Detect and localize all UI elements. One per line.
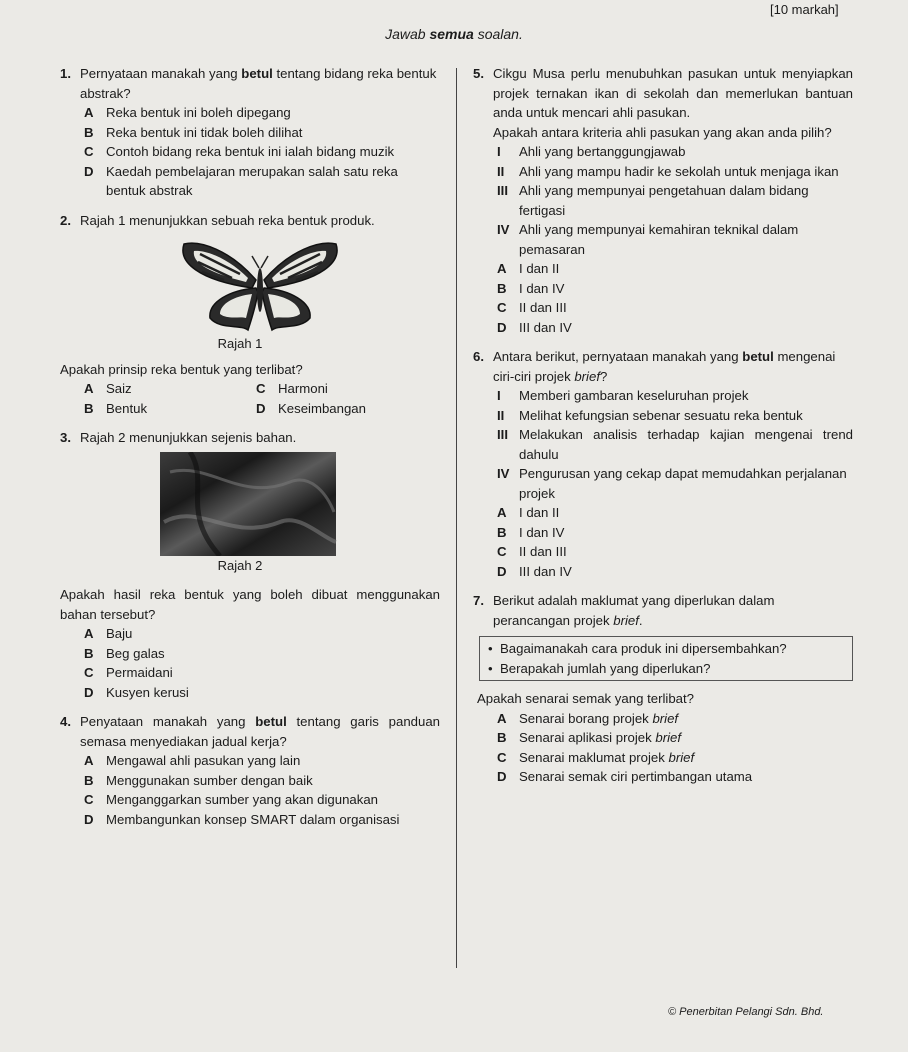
option-d[interactable]: D III dan IV bbox=[497, 319, 572, 335]
option-b[interactable]: B Senarai aplikasi projek brief bbox=[497, 730, 682, 745]
option-c[interactable]: C Senarai maklumat projek brief bbox=[497, 749, 695, 765]
option-a[interactable]: A Senarai borang projek brief bbox=[497, 710, 679, 726]
fabric-photo bbox=[60, 452, 440, 556]
option-d[interactable]: D Membangunkan konsep SMART dalam organisasi bbox=[84, 811, 400, 827]
question-text: Rajah 2 menunjukkan sejenis bahan. bbox=[80, 430, 297, 445]
option-d[interactable]: D Kaedah pembelajaran merupakan salah satu reka bentuk abstrak bbox=[84, 163, 398, 198]
question-2: 2. Rajah 1 menunjukkan sebuah reka bentuk produk. Rajah 1 Apakah prinsip reka bentuk yang terlibat? A Saiz C Harmoni B Bentuk D Keseimbangan bbox=[60, 211, 440, 419]
question-7: 7. Berikut adalah maklumat yang diperlukan dalam perancangan projek brief. • Bagaimanakah cara produk ini dipersembahkan? • Berapakah jumlah yang diperlukan? Apakah senarai semak yang terlibat? A Senarai borang projek brief B Senarai aplikasi projek brief C Senarai maklumat projek brief D Senarai semak ciri pertimbangan utama bbox=[473, 591, 853, 787]
question-prompt: Apakah antara kriteria ahli pasukan yang akan anda pilih? bbox=[493, 124, 832, 140]
question-prompt: Apakah prinsip reka bentuk yang terlibat? bbox=[60, 361, 303, 377]
option-c[interactable]: C II dan III bbox=[497, 300, 567, 315]
question-text: Rajah 1 menunjukkan sebuah reka bentuk produk. bbox=[80, 212, 375, 228]
option-b[interactable]: B bbox=[84, 400, 94, 416]
option-c[interactable]: C bbox=[256, 381, 266, 396]
question-number: 1. bbox=[60, 66, 71, 81]
option-a[interactable]: A Reka bentuk ini boleh dipegang bbox=[84, 105, 291, 120]
statement-1: I Memberi gambaran keseluruhan projek bbox=[497, 388, 749, 403]
option-d[interactable]: D Senarai semak ciri pertimbangan utama bbox=[497, 769, 753, 784]
fabric-figure bbox=[60, 452, 440, 556]
right-column bbox=[473, 64, 853, 787]
option-c[interactable]: C II dan III bbox=[497, 544, 567, 559]
option-b[interactable]: B Menggunakan sumber dengan baik bbox=[84, 772, 313, 788]
option-a[interactable]: A Mengawal ahli pasukan yang lain bbox=[84, 753, 301, 768]
publisher-copyright: © Penerbitan Pelangi Sdn. Bhd. bbox=[668, 1006, 824, 1018]
question-prompt: Apakah senarai semak yang terlibat? bbox=[477, 691, 694, 706]
question-text: Antara berikut, pernyataan manakah yang betul mengenai ciri-ciri projek brief? bbox=[493, 349, 836, 384]
butterfly-illustration bbox=[60, 234, 440, 334]
option-d[interactable]: D Kusyen kerusi bbox=[84, 684, 189, 700]
figure-caption: Rajah 1 bbox=[217, 336, 263, 351]
option-b[interactable]: B I dan IV bbox=[497, 524, 565, 540]
question-text: Cikgu Musa perlu menubuhkan pasukan untuk menyiapkan projek ternakan ikan di sekolah dan memerlukan bantuan anda untuk mencari ahli pasukan. bbox=[493, 66, 853, 120]
marks-label: [10 markah] bbox=[770, 2, 839, 17]
question-5: 5. Cikgu Musa perlu menubuhkan pasukan untuk menyiapkan projek ternakan ikan di sekolah dan memerlukan bantuan anda untuk mencari ahli pasukan. Apakah antara kriteria ahli pasukan yang akan anda pilih? I Ahli yang bertanggungjawab II Ahli yang mampu hadir ke sekolah untuk menjaga ikan III Ahli yang mempunyai pengetahuan dalam bidang fertigasi IV Ahli yang mempunyai kemahiran teknikal dalam pemasaran A I dan II B I dan IV C II dan III D III dan IV bbox=[473, 64, 853, 337]
left-column bbox=[60, 64, 440, 829]
statement-4: IV Pengurusan yang cekap dapat memudahkan perjalanan projek bbox=[497, 466, 847, 501]
option-b[interactable]: B Beg galas bbox=[84, 645, 165, 661]
info-box bbox=[479, 636, 853, 681]
option-a[interactable]: A I dan II bbox=[497, 505, 560, 520]
statement-3: III Ahli yang mempunyai pengetahuan dalam bidang fertigasi bbox=[497, 183, 809, 218]
option-d[interactable]: D bbox=[256, 400, 266, 416]
info-bullet: • Bagaimanakah cara produk ini dipersembahkan? bbox=[488, 641, 787, 656]
statement-2: II Melihat kefungsian sebenar sesuatu reka bentuk bbox=[497, 407, 803, 423]
option-b[interactable]: B I dan IV bbox=[497, 280, 565, 296]
question-3: 3. Rajah 2 menunjukkan sejenis bahan. Rajah 2 Apakah hasil reka bentuk yang boleh dibuat menggunakan bahan tersebut? A Baju B Beg galas C Permaidani D Kusyen kerusi bbox=[60, 428, 440, 702]
question-1 bbox=[60, 64, 440, 201]
figure-caption: Rajah 2 bbox=[217, 557, 263, 573]
butterfly-figure bbox=[60, 234, 440, 334]
option-b[interactable]: B Reka bentuk ini tidak boleh dilihat bbox=[84, 124, 303, 140]
statement-2: II Ahli yang mampu hadir ke sekolah untuk menjaga ikan bbox=[497, 163, 839, 179]
option-a[interactable]: A Baju bbox=[84, 626, 133, 641]
option-d[interactable]: D III dan IV bbox=[497, 563, 572, 579]
question-6: 6. Antara berikut, pernyataan manakah yang betul mengenai ciri-ciri projek brief? I Memberi gambaran keseluruhan projek II Melihat kefungsian sebenar sesuatu reka bentuk III Melakukan analisis terhadap kajian mengenai trend dahulu IV Pengurusan yang cekap dapat memudahkan perjalanan projek A I dan II B I dan IV C II dan III D III dan IV bbox=[473, 347, 853, 581]
question-prompt: Apakah hasil reka bentuk yang boleh dibuat menggunakan bahan tersebut? bbox=[60, 587, 440, 622]
option-c[interactable]: C Contoh bidang reka bentuk ini ialah bidang muzik bbox=[84, 144, 395, 159]
option-c[interactable]: C Permaidani bbox=[84, 665, 173, 680]
statement-3: III Melakukan analisis terhadap kajian mengenai trend dahulu bbox=[497, 427, 853, 462]
options-grid: A Saiz C Harmoni B Bentuk D Keseimbangan bbox=[84, 379, 440, 418]
option-c[interactable]: C Menganggarkan sumber yang akan digunakan bbox=[84, 792, 378, 807]
info-bullet: • Berapakah jumlah yang diperlukan? bbox=[488, 660, 711, 676]
instruction: Jawab semua soalan. bbox=[385, 26, 523, 42]
statement-4: IV Ahli yang mempunyai kemahiran teknikal dalam pemasaran bbox=[497, 222, 799, 257]
option-a[interactable]: A bbox=[84, 381, 94, 396]
column-divider bbox=[456, 68, 457, 968]
option-a[interactable]: A I dan II bbox=[497, 261, 560, 276]
question-text: Pernyataan manakah yang betul tentang bidang reka bentuk abstrak? bbox=[80, 66, 437, 101]
question-text: Penyataan manakah yang betul tentang garis panduan semasa menyediakan jadual kerja? bbox=[80, 714, 440, 749]
statement-1: I Ahli yang bertanggungjawab bbox=[497, 144, 686, 159]
question-4: 4. Penyataan manakah yang betul tentang garis panduan semasa menyediakan jadual kerja? A Mengawal ahli pasukan yang lain B Menggunakan sumber dengan baik C Menganggarkan sumber yang akan digunakan D Membangunkan konsep SMART dalam organisasi bbox=[60, 712, 440, 829]
question-text: Berikut adalah maklumat yang diperlukan dalam perancangan projek brief. bbox=[493, 593, 775, 628]
